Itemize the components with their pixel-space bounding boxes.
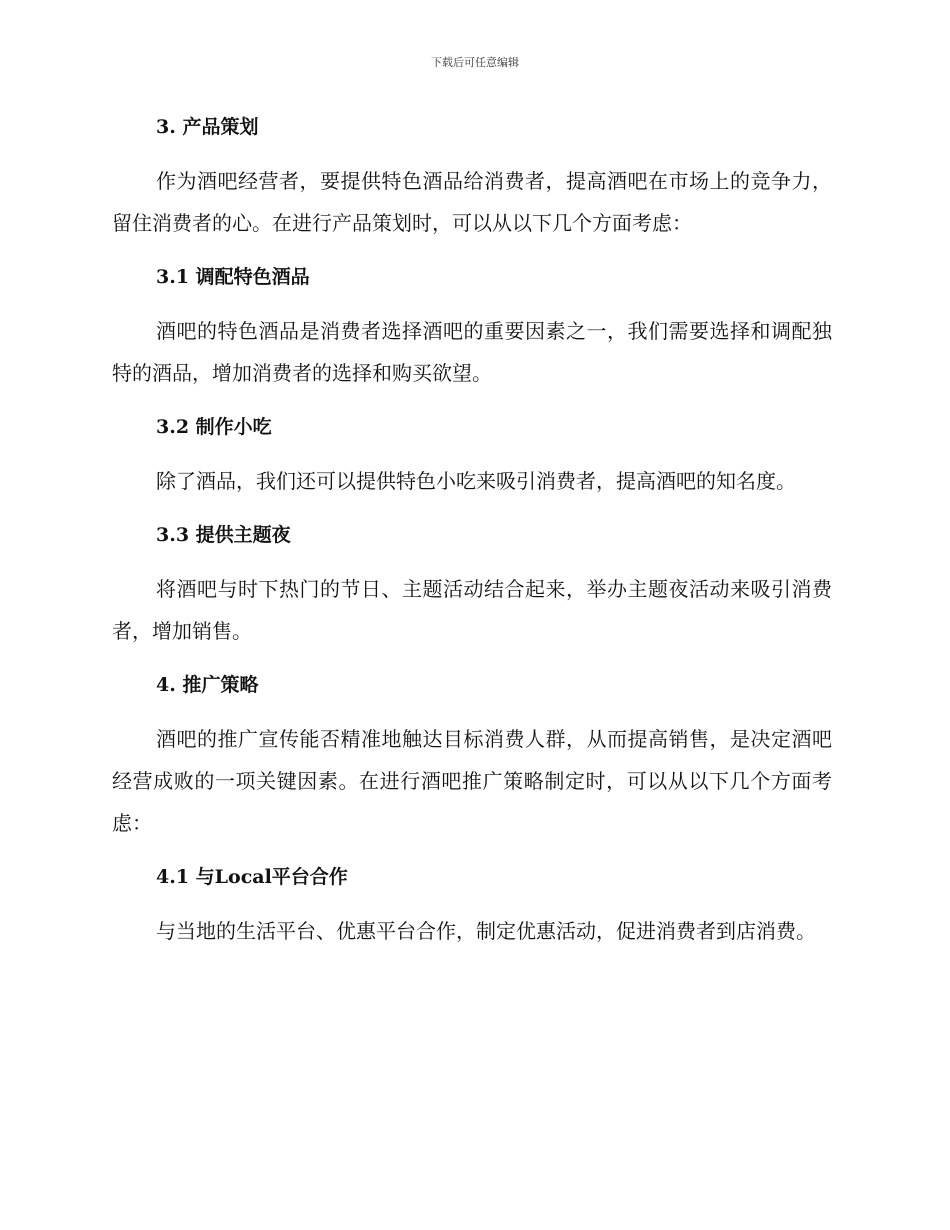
section-heading: 3.3 提供主题夜	[156, 524, 291, 546]
header-note: 下载后可任意编辑	[431, 56, 519, 69]
section-heading: 3.2 制作小吃	[156, 416, 272, 438]
section-3-3	[112, 518, 832, 668]
document-body	[112, 110, 832, 952]
section-heading: 4.1 与Local平台合作	[156, 866, 348, 888]
section-paragraph: 除了酒品，我们还可以提供特色小吃来吸引消费者，提高酒吧的知名度。	[156, 469, 796, 493]
section-heading: 4. 推广策略	[156, 674, 259, 696]
section-4-1	[112, 860, 832, 952]
section-heading: 3.1 调配特色酒品	[156, 266, 310, 288]
section-paragraph: 酒吧的特色酒品是消费者选择酒吧的重要因素之一，我们需要选择和调配独特的酒品，增加消费者的选择和购买欲望。	[112, 319, 832, 385]
section-paragraph: 将酒吧与时下热门的节日、主题活动结合起来，举办主题夜活动来吸引消费者，增加销售。	[112, 577, 832, 643]
section-3-1	[112, 260, 832, 410]
section-3	[112, 110, 832, 260]
section-paragraph: 酒吧的推广宣传能否精准地触达目标消费人群，从而提高销售，是决定酒吧经营成败的一项关键因素。在进行酒吧推广策略制定时，可以从以下几个方面考虑：	[112, 727, 832, 835]
section-paragraph: 与当地的生活平台、优惠平台合作，制定优惠活动，促进消费者到店消费。	[156, 919, 816, 943]
section-4	[112, 668, 832, 860]
section-paragraph: 作为酒吧经营者，要提供特色酒品给消费者，提高酒吧在市场上的竞争力，留住消费者的心。在进行产品策划时，可以从以下几个方面考虑：	[112, 169, 832, 235]
section-heading: 3. 产品策划	[156, 116, 259, 138]
section-3-2	[112, 410, 832, 518]
